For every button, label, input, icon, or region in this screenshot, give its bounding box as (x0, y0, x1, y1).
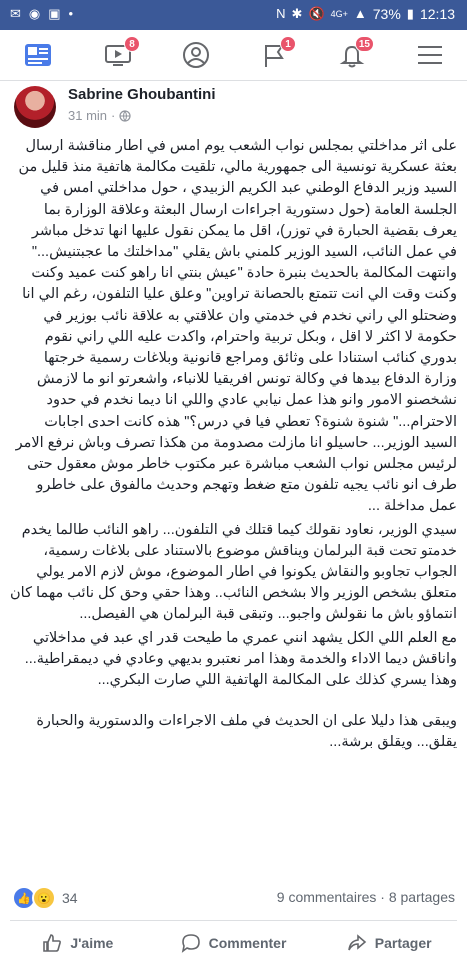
reaction-count: 34 (62, 890, 78, 906)
battery-icon: ▮ (406, 6, 414, 21)
post-actions (0, 926, 467, 960)
comment-button[interactable] (156, 926, 312, 960)
messenger-icon: ◉ (28, 6, 41, 21)
post-paragraph: ويبقى هذا دليلا على ان الحديث في ملف الاجراءات والدستورية والحبارة يقلق... ويقلق برشة... (36, 713, 457, 751)
post-paragraph: مع العلم اللي الكل يشهد انني عمري ما طيحت قدر اي عبد في مداخلاتي واناقش ديما الاداء والخدمة وهذا امر نعتبرو بديهي وعادي في ديمقراطية... وهذا يسري كذلك على المكالمة الهاتفية اللي صارت البكري... (24, 629, 457, 689)
post-author[interactable]: Sabrine Ghoubantini (68, 86, 216, 103)
engagement-stats[interactable]: 9 commentaires · 8 partages (276, 889, 455, 905)
news-feed-icon (24, 43, 52, 67)
nav-news-feed[interactable] (16, 38, 60, 72)
notifications-badge: 15 (355, 36, 374, 52)
post-text (10, 136, 457, 874)
post-paragraph: على اثر مداخلتي بمجلس نواب الشعب يوم امس في اطار مناقشة ارسال بعثة عسكرية تونسية الى جمهورية مالي، تلقيت مكالمة هاتفية منذ قليل من السيد وزير الدفاع الوطني عبد الكريم الزبيدي ، حول مداخلتي امس في الجلسة العامة (حول دستورية اجراءات ارسال البعثة وعلاقة الوزارة بما يعرف بقضية الحبارة في توزر)، اقل ما يمكن نقول عليها انها تدخل مباشر في عمل النائب، السيد الوزير كلمني باش يقلي "مداخلتك ما عجبتنيش..." وانتهت المكالمة بالحديث بنبرة حادة "عيش بنتي انا راهو كنت عميد وكنت وكنت وقت الي انت تتمتع بالحصانة تراوين" وعلق عليا التلفون، رغم الي انا وضحتلو الي راني نخدم في خدمتي وان علاقتي به علاقة نائب بوزير في حكومة لا اكثر لا اقل ، وبكل تربية واحترام، واكدت عليه اللي راني نقوم بدوري كنائب استنادا على وثائق ومراجع قانونية وبلاغات رسمية خرجتها وزارة الدفاع بيدها في وكالة تونس افريقيا للانباء، واشعرتو انو ما لازمش نشخصنو الامور وانو هذا عمل نيابي عادي واللي انا ديما نخدم في حدود الاحترام..." شنوة شنوة؟ تعطي فيا في درس؟" هذه كانت احدى اجابات السيد الوزير... حاسيلو انا مازلت مصدومة من هكذا تصرف وباش نرفع الامر لرئيس مجلس نواب الشعب مباشرة عبر مكتوب خاطر موش معقول حتى طرف انو نائب يجيه تلفون متع ضغط وتهجم وحديث مالفوق على خاطرو عمل مداخلة ... (15, 138, 457, 515)
nav-profile[interactable] (174, 38, 218, 72)
network-label: 4G+ (330, 9, 348, 19)
gallery-icon: ▣ (48, 6, 61, 21)
post-paragraph: سيدي الوزير، نعاود نقولك كيما قتلك في التلفون... راهو النائب طالما يخدم خدمتو تحت قبة البرلمان ويناقش موضوع بالاستناد على بلاغات رسمية، الجواب تجاوبو والنقاش يكونوا في اطار الموضوع، موش لازم الامر يولي متعلق بشخص الوزير والا بشخص النائب.. وهذا حقي وحق كل نائب مهما كان انتماؤو باش ما نقولش واجبو... وتبقى قبة البرلمان هي الفيصل... (10, 521, 457, 623)
nav-notifications[interactable] (330, 38, 374, 72)
like-button[interactable] (0, 926, 156, 960)
nav-menu[interactable] (408, 38, 452, 72)
battery-level: 73% (372, 6, 401, 22)
mute-icon: 🔇 (308, 6, 325, 21)
reactions-summary[interactable] (12, 886, 78, 910)
signal-icon: ▲ (353, 6, 367, 21)
more-icon: • (68, 6, 74, 21)
bluetooth-icon: ✱ (291, 6, 303, 21)
separator-dot: · (111, 108, 116, 123)
watch-badge: 8 (124, 36, 140, 52)
flag-badge: 1 (280, 36, 296, 52)
post-meta (68, 108, 131, 123)
status-bar (0, 0, 467, 30)
comment-label: Commenter (208, 935, 287, 951)
nav-pages[interactable] (252, 38, 296, 72)
avatar[interactable] (14, 86, 56, 128)
share-label: Partager (374, 935, 432, 951)
post-time[interactable]: 31 min (68, 108, 108, 123)
clock: 12:13 (419, 6, 455, 22)
mail-icon: ✉ (10, 6, 21, 21)
like-reaction-icon: 👍 (12, 886, 36, 910)
post-header (0, 80, 467, 130)
thumbs-up-icon (42, 933, 62, 953)
menu-icon (417, 44, 443, 66)
wow-reaction-icon: 😮 (32, 886, 56, 910)
nav-watch[interactable] (96, 38, 140, 72)
nfc-icon: N (276, 6, 286, 21)
comment-icon (181, 933, 201, 953)
globe-icon (119, 110, 131, 122)
like-label: J'aime (70, 935, 114, 951)
profile-icon (182, 41, 210, 69)
share-button[interactable] (311, 926, 467, 960)
divider (10, 920, 457, 921)
share-icon (347, 933, 367, 953)
top-navigation (0, 30, 467, 81)
